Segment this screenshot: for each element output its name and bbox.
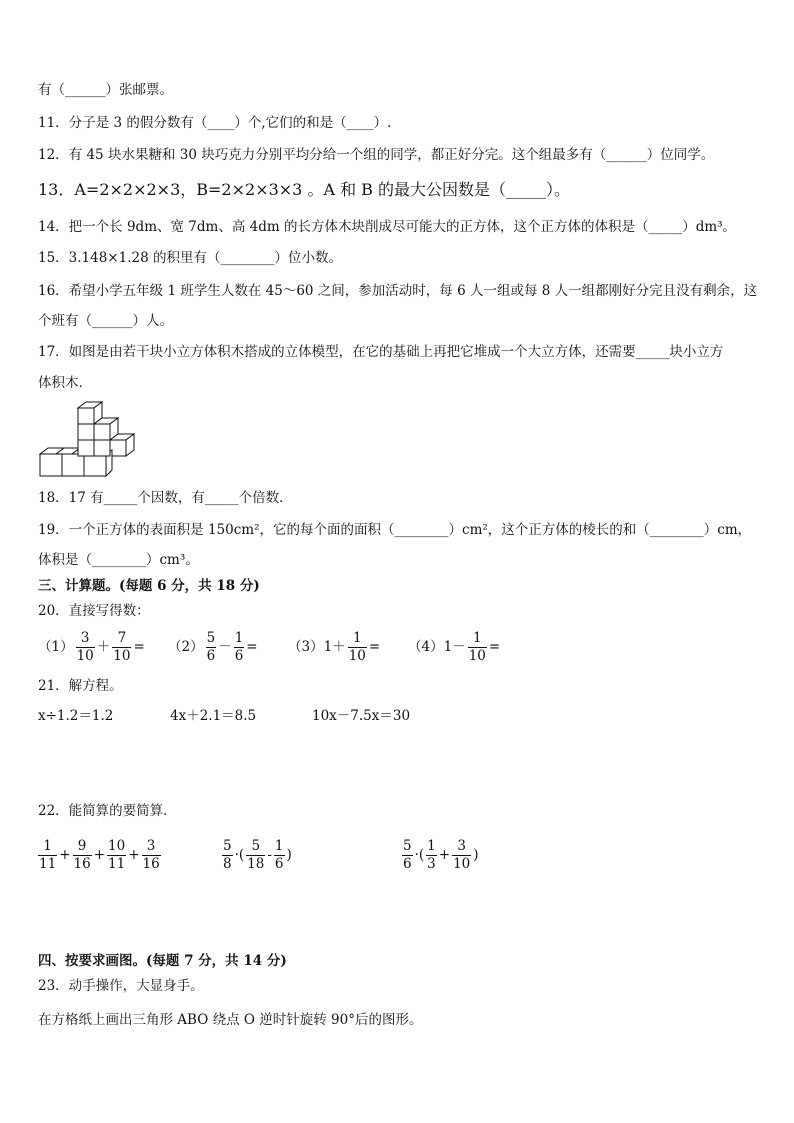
cube-stack-figure	[38, 400, 142, 482]
question-21: 21．解方程。	[38, 678, 123, 694]
question-19-line2: 体积是（________）cm³。	[38, 552, 199, 568]
q20-item-2: （2） $\frac{5}{6}$ － $\frac{1}{6}$ =	[168, 630, 258, 664]
q21-equation-3: 10x－7.5x＝30	[312, 708, 411, 724]
q22-expression-3: $\frac{5}{6}$ ·( $\frac{1}{3}$ + $\frac{3}{10}$ )	[403, 838, 479, 872]
question-16-line1: 16．希望小学五年级 1 班学生人数在 45～60 之间，参加活动时，每 6 人一组或每 8 人一组都刚好分完且没有剩余，这	[38, 283, 758, 299]
cube-bottom-row	[40, 440, 112, 476]
question-16-line2: 个班有（______）人。	[38, 313, 173, 329]
q20-item-1: （1） $\frac{3}{10}$ ＋ $\frac{7}{10}$ =	[38, 630, 145, 664]
question-22: 22．能简算的要简算．	[38, 803, 177, 819]
q21-equation-1: x÷1.2＝1.2	[38, 708, 114, 724]
question-18: 18．17 有_____个因数，有_____个倍数．	[38, 490, 293, 506]
q20-item-4: （4）1－ $\frac{1}{10}$ =	[408, 630, 501, 664]
question-13: 13．A=2×2×2×3，B=2×2×3×3 。A 和 B 的最大公因数是（_____）。	[38, 180, 571, 199]
q22-expression-1: $\frac{1}{11}$ + $\frac{9}{16}$ + $\frac{10}{11}$ + $\frac{3}{16}$	[39, 838, 160, 872]
question-23-description: 在方格纸上画出三角形 ABO 绕点 O 逆时针旋转 90°后的图形。	[38, 1012, 423, 1028]
question-12: 12．有 45 块水果糖和 30 块巧克力分别平均分给一个组的同学，都正好分完。这个组最多有（______）位同学。	[38, 147, 715, 163]
q22-expression-2: $\frac{5}{8}$ ·( $\frac{5}{18}$ - $\frac{1}{6}$ )	[223, 838, 292, 872]
question-19-line1: 19．一个正方体的表面积是 150cm²，它的每个面的面积（________）cm²，这个正方体的棱长的和（________）cm，	[38, 522, 752, 538]
q20-item-3: （3）1＋ $\frac{1}{10}$ =	[288, 630, 381, 664]
question-15: 15．3.148×1.28 的积里有（________）位小数。	[38, 250, 342, 266]
question-20: 20．直接写得数：	[38, 603, 150, 619]
question-17-line2: 体积木．	[38, 375, 92, 391]
section-4-heading: 四、按要求画图。(每题 7 分，共 14 分)	[38, 953, 287, 969]
q21-equation-2: 4x＋2.1＝8.5	[170, 708, 257, 724]
question-17-line1: 17．如图是由若干块小立方体积木搭成的立体模型，在它的基础上再把它堆成一个大立方体，还需要_____块小立方	[38, 344, 724, 360]
section-3-heading: 三、计算题。(每题 6 分，共 18 分)	[38, 578, 260, 594]
q10-tail: 有（______）张邮票。	[38, 82, 173, 98]
question-14: 14．把一个长 9dm、宽 7dm、高 4dm 的长方体木块削成尽可能大的正方体，这个正方体的体积是（_____）dm³。	[38, 219, 737, 235]
question-11: 11．分子是 3 的假分数有（____）个,它们的和是（____）.	[38, 115, 392, 131]
question-23: 23．动手操作，大显身手。	[38, 978, 204, 994]
cube-bottom-back	[110, 434, 134, 456]
